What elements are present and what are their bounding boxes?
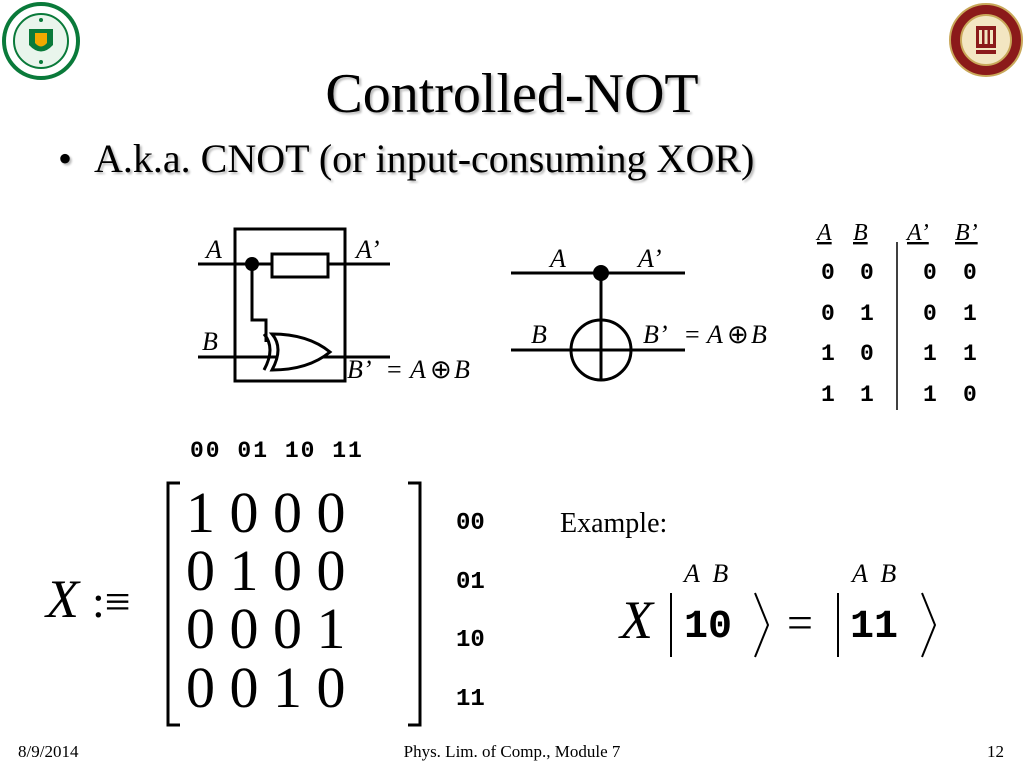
example-operator: X (620, 590, 653, 650)
quantum-in-b: B (531, 320, 547, 349)
quantum-out-a: A’ (638, 244, 662, 273)
matrix-row: 0 1 0 0 (186, 538, 346, 603)
quantum-eq: = (685, 320, 700, 349)
truth-cell: 0 (821, 260, 835, 286)
truth-cell: 0 (963, 382, 977, 408)
truth-row (821, 260, 977, 286)
truth-cell: 0 (923, 260, 937, 286)
gate-eq: = (387, 355, 402, 384)
truth-cell: 1 (923, 382, 937, 408)
example-input-labels: A B (684, 559, 729, 588)
truth-header-a: A (817, 220, 832, 246)
truth-cell: 0 (923, 301, 937, 327)
truth-cell: 1 (963, 301, 977, 327)
matrix-row: 0 0 0 1 (186, 596, 346, 661)
quantum-expr-a: A (707, 320, 723, 349)
truth-table (805, 210, 1005, 415)
cnot-matrix (40, 425, 520, 735)
quantum-out-b: B’ (643, 320, 668, 349)
truth-header-a-out: A’ (907, 220, 929, 246)
truth-cell: 1 (860, 382, 874, 408)
gate-out-b: B’ (347, 355, 372, 384)
example-label: Example: (560, 508, 668, 539)
quantum-xor-symbol: ⊕ (727, 320, 749, 349)
matrix-row-label: 11 (456, 686, 485, 713)
truth-cell: 0 (821, 301, 835, 327)
matrix-column-labels: 00 01 10 11 (190, 438, 364, 464)
gate-in-b: B (202, 327, 218, 356)
truth-cell: 1 (860, 301, 874, 327)
truth-cell: 1 (923, 341, 937, 367)
matrix-row-label: 01 (456, 569, 485, 596)
truth-header-b-out: B’ (955, 220, 978, 246)
truth-cell: 0 (860, 260, 874, 286)
matrix-row: 0 0 1 0 (186, 655, 346, 720)
gate-expr-b: B (454, 355, 470, 384)
footer-date: 8/9/2014 (18, 742, 79, 761)
truth-cell: 1 (963, 341, 977, 367)
gate-in-a: A (206, 235, 222, 264)
quantum-cnot-circuit (505, 230, 805, 390)
truth-row (821, 341, 977, 367)
example-output-labels: A B (852, 559, 897, 588)
truth-header-b: B (853, 220, 868, 246)
footer-page-number: 12 (987, 742, 1004, 761)
truth-cell: 1 (821, 341, 835, 367)
gate-xor-symbol: ⊕ (430, 355, 452, 384)
gate-expr-a: A (410, 355, 426, 384)
quantum-expr-b: B (751, 320, 767, 349)
example-input-state: 10 (684, 605, 733, 650)
truth-row (821, 301, 977, 327)
example-section (550, 500, 970, 675)
slide-title: Controlled-NOT (325, 63, 699, 125)
footer-course: Phys. Lim. of Comp., Module 7 (403, 742, 621, 761)
matrix-row: 1 0 0 0 (186, 480, 346, 545)
truth-row (821, 382, 977, 408)
matrix-def-symbol: :≡ (92, 576, 131, 627)
example-equals: = (787, 597, 813, 648)
classical-cnot-circuit (190, 220, 490, 400)
matrix-label: X (46, 569, 79, 629)
truth-cell: 0 (860, 341, 874, 367)
gate-out-a: A’ (356, 235, 380, 264)
bullet-symbol: • (58, 136, 73, 181)
matrix-row-label: 10 (456, 627, 485, 654)
example-output-state: 11 (850, 605, 899, 650)
bullet-item (58, 135, 754, 182)
truth-cell: 1 (821, 382, 835, 408)
bullet-text: A.k.a. CNOT (or input-consuming XOR) (94, 136, 755, 181)
quantum-in-a: A (550, 244, 566, 273)
matrix-row-label: 00 (456, 510, 485, 537)
truth-cell: 0 (963, 260, 977, 286)
